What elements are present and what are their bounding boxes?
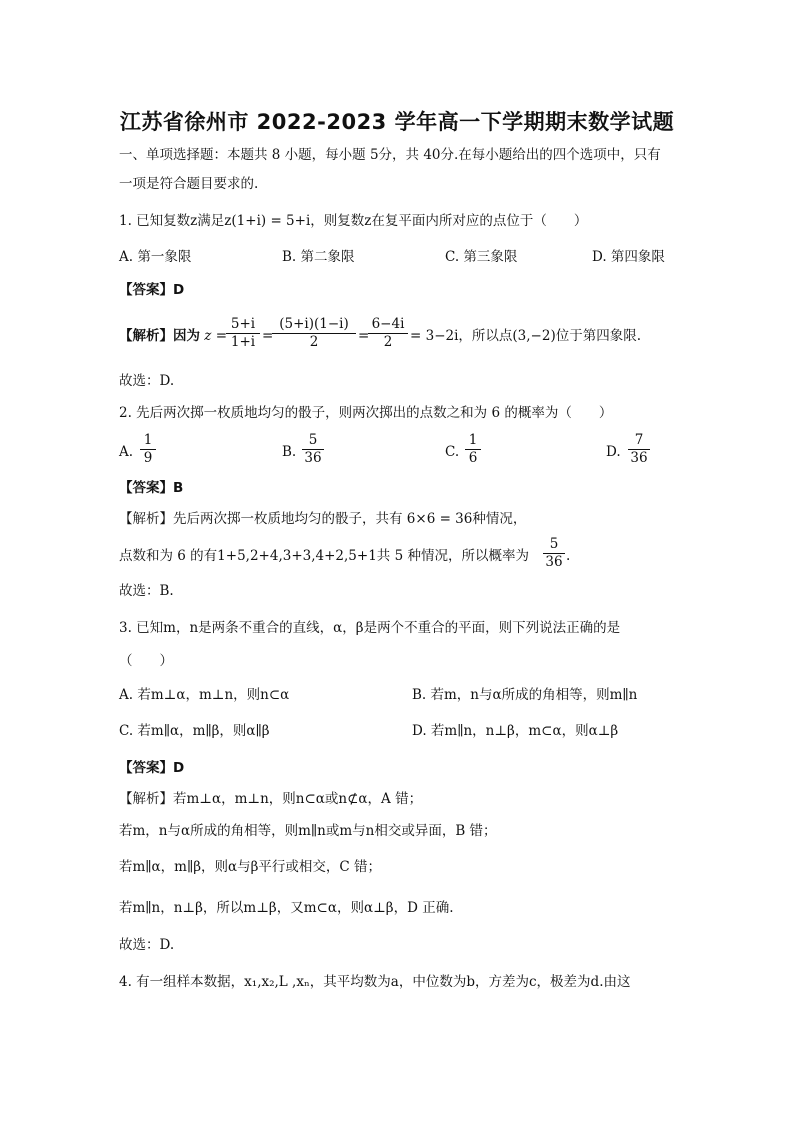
q1-stem: 1. 已知复数z满足z(1+i) = 5+i，则复数z在复平面内所对应的点位于（ ） [119,213,588,229]
q1-analysis-prefix [119,326,227,346]
q2-option-c-label: C. [445,444,460,460]
q2-option-a-label: A. [119,444,134,460]
page-title: 江苏省徐州市 2022-2023 学年高一下学期期末数学试题 [119,110,675,134]
q3-analysis-1: 【解析】若m⊥α，m⊥n，则n⊂α或n⊄α，A 错； [119,791,423,807]
q2-option-d-label: D. [606,444,621,460]
q2-option-d-num: 7 [634,432,644,448]
q1-option-a: A. 第一象限 [119,249,192,265]
q1-option-d: D. 第四象限 [592,249,665,265]
q1-fraction-1 [226,316,260,351]
q3-answer: 【答案】D [119,760,185,776]
q3-analysis-3: 若m∥α，m∥β，则α与β平行或相交，C 错； [119,859,382,875]
q2-analysis-den: 36 [545,554,563,570]
q1-fraction-1-den: 1+i [230,334,256,350]
q2-option-b-fraction [302,432,324,467]
q3-option-a: A. 若m⊥α，m⊥n，则n⊂α [119,687,290,703]
q2-analysis-end: . [566,548,571,564]
q2-option-b-num: 5 [308,432,318,448]
q1-fraction-2-num: (5+i)(1−i) [279,316,349,332]
q1-analysis-eq1: z = [204,328,228,344]
q1-fraction-3 [368,316,408,351]
q2-analysis-1: 【解析】先后两次掷一枚质地均匀的骰子，共有 6×6 = 36种情况， [119,511,527,527]
q2-option-d-fraction [628,432,650,467]
q2-option-c-fraction [465,432,481,467]
q2-option-a-fraction [140,432,156,467]
q1-fraction-2-den: 2 [309,334,319,350]
q1-eq2: = [262,328,274,344]
q3-option-b: B. 若m，n与α所成的角相等，则m∥n [412,687,638,703]
q3-conclusion: 故选：D. [119,937,175,953]
section-instructions-line1: 一、单项选择题：本题共 8 小题，每小题 5分，共 40分.在每小题给出的四个选项中，只有 [119,147,661,163]
q2-option-c-den: 6 [468,450,478,466]
q1-analysis-label: 【解析】因为 [119,328,200,344]
q4-stem: 4. 有一组样本数据，x₁,x₂,L ,xₙ，其平均数为a，中位数为b，方差为c，极差为d.由这 [119,974,631,990]
q3-option-d: D. 若m∥n，n⊥β，m⊂α，则α⊥β [412,723,619,739]
q3-analysis-2: 若m，n与α所成的角相等，则m∥n或m与n相交或异面，B 错； [119,823,497,839]
q1-fraction-3-den: 2 [383,334,393,350]
q3-analysis-4: 若m∥n，n⊥β，所以m⊥β，又m⊂α，则α⊥β，D 正确. [119,900,454,916]
section-instructions-line2: 一项是符合题目要求的. [119,176,259,192]
q2-option-a-den: 9 [143,450,153,466]
q3-option-c: C. 若m∥α，m∥β，则α∥β [119,723,270,739]
q2-answer: 【答案】B [119,480,184,496]
q1-answer: 【答案】D [119,282,185,298]
q1-fraction-2 [272,316,356,351]
q1-option-b: B. 第二象限 [282,249,355,265]
q1-conclusion: 故选：D. [119,373,175,389]
q1-fraction-1-num: 5+i [230,316,256,332]
q1-analysis-suffix: = 3−2i，所以点(3,−2)位于第四象限. [410,328,642,344]
q1-eq3: = [358,328,370,344]
q2-option-b-den: 36 [304,450,322,466]
q3-stem-line2: （ ） [119,653,173,669]
q2-analysis-2: 点数和为 6 的有1+5,2+4,3+3,4+2,5+1共 5 种情况，所以概率为 [119,548,529,564]
q2-conclusion: 故选：B. [119,583,174,599]
q2-option-a-num: 1 [143,432,153,448]
q1-option-c: C. 第三象限 [445,249,518,265]
q2-option-d-den: 36 [630,450,648,466]
q1-fraction-3-num: 6−4i [371,316,405,332]
q2-analysis-fraction [543,536,565,571]
q2-analysis-num: 5 [549,536,559,552]
q3-stem-line1: 3. 已知m，n是两条不重合的直线，α，β是两个不重合的平面，则下列说法正确的是 [119,620,621,636]
q2-option-b-label: B. [282,444,297,460]
q2-option-c-num: 1 [468,432,478,448]
q2-stem: 2. 先后两次掷一枚质地均匀的骰子，则两次掷出的点数之和为 6 的概率为（ ） [119,405,613,421]
